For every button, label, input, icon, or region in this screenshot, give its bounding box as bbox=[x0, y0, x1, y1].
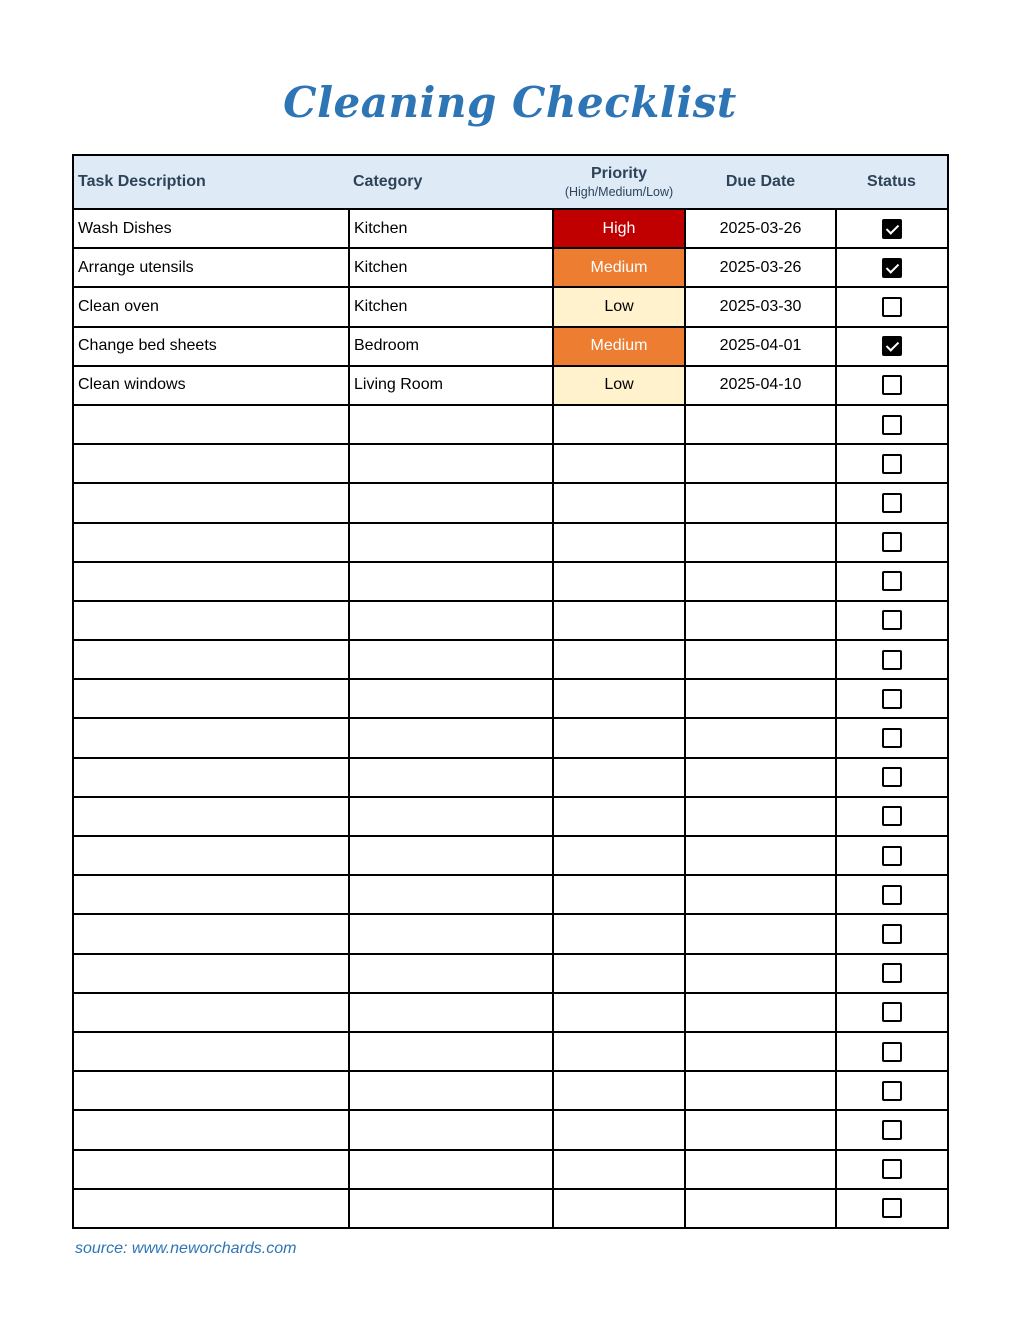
category-cell[interactable] bbox=[349, 1189, 553, 1228]
table-row bbox=[73, 287, 948, 326]
due-date-cell[interactable] bbox=[685, 1150, 836, 1189]
status-cell bbox=[836, 444, 948, 483]
checkbox-empty-icon[interactable] bbox=[882, 885, 902, 905]
priority-cell[interactable] bbox=[553, 836, 685, 875]
checkbox-empty-icon[interactable] bbox=[882, 532, 902, 552]
task-cell[interactable] bbox=[73, 1032, 349, 1071]
table-row bbox=[73, 562, 948, 601]
category-cell[interactable]: Kitchen bbox=[349, 248, 553, 287]
status-cell bbox=[836, 1189, 948, 1228]
priority-cell[interactable] bbox=[553, 1150, 685, 1189]
priority-cell[interactable] bbox=[553, 993, 685, 1032]
priority-cell[interactable]: High bbox=[553, 209, 685, 248]
checkbox-empty-icon[interactable] bbox=[882, 1120, 902, 1140]
table-row bbox=[73, 444, 948, 483]
checkbox-empty-icon[interactable] bbox=[882, 1198, 902, 1218]
status-cell bbox=[836, 483, 948, 522]
table-row bbox=[73, 327, 948, 366]
task-cell[interactable] bbox=[73, 1189, 349, 1228]
due-date-cell[interactable] bbox=[685, 954, 836, 993]
checkbox-empty-icon[interactable] bbox=[882, 846, 902, 866]
page-title: Cleaning Checklist bbox=[283, 78, 737, 127]
priority-cell[interactable] bbox=[553, 405, 685, 444]
task-cell[interactable] bbox=[73, 914, 349, 953]
task-cell[interactable]: Wash Dishes bbox=[73, 209, 349, 248]
checkbox-empty-icon[interactable] bbox=[882, 806, 902, 826]
category-cell[interactable] bbox=[349, 718, 553, 757]
task-cell[interactable]: Clean windows bbox=[73, 366, 349, 405]
due-date-cell[interactable] bbox=[685, 562, 836, 601]
due-date-cell[interactable] bbox=[685, 836, 836, 875]
category-cell[interactable] bbox=[349, 875, 553, 914]
table-row bbox=[73, 718, 948, 757]
header-priority-hint: (High/Medium/Low) bbox=[564, 185, 674, 199]
table-row bbox=[73, 797, 948, 836]
task-cell[interactable] bbox=[73, 875, 349, 914]
due-date-cell[interactable] bbox=[685, 601, 836, 640]
checkbox-empty-icon[interactable] bbox=[882, 415, 902, 435]
checkbox-empty-icon[interactable] bbox=[882, 1159, 902, 1179]
due-date-cell[interactable]: 2025-04-01 bbox=[685, 327, 836, 366]
due-date-cell[interactable] bbox=[685, 758, 836, 797]
category-cell[interactable] bbox=[349, 444, 553, 483]
table-row bbox=[73, 954, 948, 993]
checkbox-empty-icon[interactable] bbox=[882, 493, 902, 513]
priority-cell[interactable]: Medium bbox=[553, 327, 685, 366]
table-row bbox=[73, 914, 948, 953]
task-cell[interactable] bbox=[73, 562, 349, 601]
status-cell bbox=[836, 1032, 948, 1071]
status-cell bbox=[836, 1110, 948, 1149]
due-date-cell[interactable]: 2025-04-10 bbox=[685, 366, 836, 405]
due-date-cell[interactable]: 2025-03-30 bbox=[685, 287, 836, 326]
table-row bbox=[73, 836, 948, 875]
status-cell bbox=[836, 718, 948, 757]
table-row bbox=[73, 1189, 948, 1228]
table-row bbox=[73, 523, 948, 562]
task-cell[interactable] bbox=[73, 483, 349, 522]
due-date-cell[interactable] bbox=[685, 1110, 836, 1149]
category-cell[interactable] bbox=[349, 1150, 553, 1189]
status-cell bbox=[836, 327, 948, 366]
category-cell[interactable] bbox=[349, 993, 553, 1032]
task-cell[interactable] bbox=[73, 679, 349, 718]
table-row bbox=[73, 601, 948, 640]
priority-cell[interactable] bbox=[553, 640, 685, 679]
status-cell bbox=[836, 679, 948, 718]
priority-cell[interactable] bbox=[553, 718, 685, 757]
task-cell[interactable] bbox=[73, 836, 349, 875]
priority-cell[interactable]: Medium bbox=[553, 248, 685, 287]
category-cell[interactable]: Living Room bbox=[349, 366, 553, 405]
due-date-cell[interactable] bbox=[685, 718, 836, 757]
category-cell[interactable]: Bedroom bbox=[349, 327, 553, 366]
category-cell[interactable] bbox=[349, 1071, 553, 1110]
checkbox-empty-icon[interactable] bbox=[882, 297, 902, 317]
due-date-cell[interactable] bbox=[685, 1032, 836, 1071]
status-cell bbox=[836, 405, 948, 444]
priority-cell[interactable] bbox=[553, 875, 685, 914]
category-cell[interactable] bbox=[349, 914, 553, 953]
due-date-cell[interactable] bbox=[685, 483, 836, 522]
due-date-cell[interactable] bbox=[685, 1189, 836, 1228]
priority-cell[interactable] bbox=[553, 797, 685, 836]
table-row bbox=[73, 248, 948, 287]
table-row bbox=[73, 1110, 948, 1149]
task-cell[interactable] bbox=[73, 1150, 349, 1189]
checkbox-checked-icon[interactable] bbox=[882, 258, 902, 278]
checkbox-empty-icon[interactable] bbox=[882, 650, 902, 670]
header-task-description: Task Description bbox=[73, 155, 349, 209]
task-cell[interactable] bbox=[73, 954, 349, 993]
priority-cell[interactable] bbox=[553, 1189, 685, 1228]
category-cell[interactable] bbox=[349, 797, 553, 836]
table-row bbox=[73, 679, 948, 718]
priority-cell[interactable] bbox=[553, 1110, 685, 1149]
category-cell[interactable] bbox=[349, 483, 553, 522]
priority-cell[interactable] bbox=[553, 523, 685, 562]
checkbox-empty-icon[interactable] bbox=[882, 375, 902, 395]
checkbox-empty-icon[interactable] bbox=[882, 728, 902, 748]
due-date-cell[interactable] bbox=[685, 797, 836, 836]
task-cell[interactable] bbox=[73, 797, 349, 836]
checkbox-empty-icon[interactable] bbox=[882, 767, 902, 787]
checkbox-empty-icon[interactable] bbox=[882, 454, 902, 474]
due-date-cell[interactable] bbox=[685, 914, 836, 953]
category-cell[interactable]: Kitchen bbox=[349, 209, 553, 248]
category-cell[interactable] bbox=[349, 405, 553, 444]
status-cell bbox=[836, 1071, 948, 1110]
priority-cell[interactable] bbox=[553, 914, 685, 953]
table-row bbox=[73, 1032, 948, 1071]
due-date-cell[interactable] bbox=[685, 640, 836, 679]
due-date-cell[interactable] bbox=[685, 523, 836, 562]
table-row bbox=[73, 875, 948, 914]
status-cell bbox=[836, 954, 948, 993]
priority-cell[interactable] bbox=[553, 444, 685, 483]
due-date-cell[interactable] bbox=[685, 405, 836, 444]
task-cell[interactable] bbox=[73, 601, 349, 640]
task-cell[interactable] bbox=[73, 640, 349, 679]
category-cell[interactable] bbox=[349, 601, 553, 640]
checkbox-empty-icon[interactable] bbox=[882, 1002, 902, 1022]
category-cell[interactable] bbox=[349, 1110, 553, 1149]
header-status: Status bbox=[836, 155, 948, 209]
header-category: Category bbox=[349, 155, 553, 209]
priority-cell[interactable] bbox=[553, 601, 685, 640]
checkbox-empty-icon[interactable] bbox=[882, 1042, 902, 1062]
task-cell[interactable] bbox=[73, 993, 349, 1032]
checkbox-empty-icon[interactable] bbox=[882, 1081, 902, 1101]
category-cell[interactable] bbox=[349, 523, 553, 562]
status-cell bbox=[836, 601, 948, 640]
priority-cell[interactable] bbox=[553, 679, 685, 718]
priority-cell[interactable] bbox=[553, 954, 685, 993]
task-cell[interactable] bbox=[73, 444, 349, 483]
priority-cell[interactable] bbox=[553, 483, 685, 522]
task-cell[interactable] bbox=[73, 718, 349, 757]
status-cell bbox=[836, 287, 948, 326]
table-row bbox=[73, 209, 948, 248]
header-due-date: Due Date bbox=[685, 155, 836, 209]
priority-cell[interactable] bbox=[553, 1071, 685, 1110]
task-cell[interactable] bbox=[73, 758, 349, 797]
header-priority-label: Priority bbox=[590, 165, 647, 182]
category-cell[interactable] bbox=[349, 836, 553, 875]
due-date-cell[interactable] bbox=[685, 679, 836, 718]
priority-cell[interactable] bbox=[553, 758, 685, 797]
category-cell[interactable]: Kitchen bbox=[349, 287, 553, 326]
checkbox-empty-icon[interactable] bbox=[882, 924, 902, 944]
status-cell bbox=[836, 562, 948, 601]
priority-cell[interactable]: Low bbox=[553, 366, 685, 405]
priority-cell[interactable] bbox=[553, 562, 685, 601]
category-cell[interactable] bbox=[349, 954, 553, 993]
status-cell bbox=[836, 993, 948, 1032]
category-cell[interactable] bbox=[349, 758, 553, 797]
table-row bbox=[73, 366, 948, 405]
header-row bbox=[73, 155, 948, 209]
status-cell bbox=[836, 836, 948, 875]
status-cell bbox=[836, 875, 948, 914]
category-cell[interactable] bbox=[349, 640, 553, 679]
table-row bbox=[73, 640, 948, 679]
due-date-cell[interactable] bbox=[685, 993, 836, 1032]
checkbox-empty-icon[interactable] bbox=[882, 963, 902, 983]
status-cell bbox=[836, 640, 948, 679]
task-cell[interactable] bbox=[73, 1071, 349, 1110]
table-row bbox=[73, 758, 948, 797]
task-cell[interactable] bbox=[73, 523, 349, 562]
task-cell[interactable] bbox=[73, 1110, 349, 1149]
checkbox-checked-icon[interactable] bbox=[882, 219, 902, 239]
task-cell[interactable]: Clean oven bbox=[73, 287, 349, 326]
table-row bbox=[73, 1150, 948, 1189]
status-cell bbox=[836, 914, 948, 953]
checkbox-empty-icon[interactable] bbox=[882, 571, 902, 591]
category-cell[interactable] bbox=[349, 562, 553, 601]
task-cell[interactable]: Arrange utensils bbox=[73, 248, 349, 287]
status-cell bbox=[836, 248, 948, 287]
checkbox-checked-icon[interactable] bbox=[882, 336, 902, 356]
status-cell bbox=[836, 523, 948, 562]
status-cell bbox=[836, 1150, 948, 1189]
checkbox-empty-icon[interactable] bbox=[882, 689, 902, 709]
priority-cell[interactable] bbox=[553, 1032, 685, 1071]
header-priority bbox=[553, 155, 685, 209]
table-row bbox=[73, 483, 948, 522]
category-cell[interactable] bbox=[349, 679, 553, 718]
checklist-body bbox=[73, 209, 948, 1228]
due-date-cell[interactable] bbox=[685, 1071, 836, 1110]
task-cell[interactable] bbox=[73, 405, 349, 444]
priority-cell[interactable]: Low bbox=[553, 287, 685, 326]
table-row bbox=[73, 993, 948, 1032]
status-cell bbox=[836, 758, 948, 797]
category-cell[interactable] bbox=[349, 1032, 553, 1071]
due-date-cell[interactable]: 2025-03-26 bbox=[685, 209, 836, 248]
due-date-cell[interactable]: 2025-03-26 bbox=[685, 248, 836, 287]
checkbox-empty-icon[interactable] bbox=[882, 610, 902, 630]
table-row bbox=[73, 1071, 948, 1110]
source-note: source: www.neworchards.com bbox=[75, 1240, 297, 1257]
status-cell bbox=[836, 209, 948, 248]
task-cell[interactable]: Change bed sheets bbox=[73, 327, 349, 366]
table-row bbox=[73, 405, 948, 444]
status-cell bbox=[836, 797, 948, 836]
due-date-cell[interactable] bbox=[685, 875, 836, 914]
checklist-table bbox=[72, 154, 949, 1229]
due-date-cell[interactable] bbox=[685, 444, 836, 483]
status-cell bbox=[836, 366, 948, 405]
